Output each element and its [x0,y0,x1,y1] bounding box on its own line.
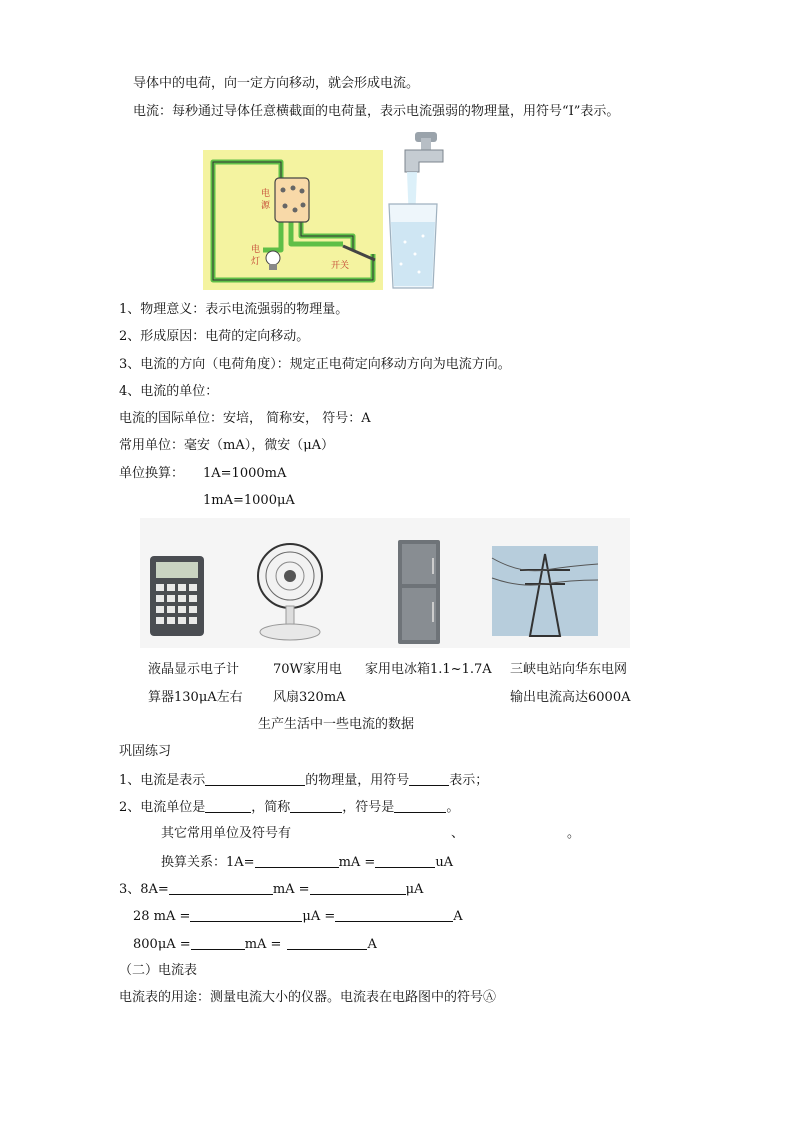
device-caption-1-line2: 算器130μA左右 [148,690,243,705]
question-2-other-units-label: 其它常用单位及符号有 [161,826,292,841]
question-3c: 800μA = mA = A [133,937,377,952]
device-caption-2-line1: 70W家用电 [273,662,342,677]
practice-title: 巩固练习 [119,744,172,759]
question-2: 2、电流单位是 ，简称 ，符号是 。 [119,800,460,815]
point-2: 2、形成原因：电荷的定向移动。 [119,329,310,344]
question-2-other-units-sep: 、 [451,826,465,841]
units-conv-label: 单位换算： [119,466,185,481]
units-conv-1: 1A=1000mA [203,466,287,481]
question-3b: 28 mA = μA = A [133,909,463,924]
device-caption-1-line1: 液晶显示电子计 [148,662,240,677]
ammeter-use: 电流表的用途：测量电流大小的仪器。电流表在电路图中的符号Ⓐ [119,990,497,1005]
label-lamp-1: 电 [251,245,261,255]
point-1: 1、物理意义：表示电流强弱的物理量。 [119,302,349,317]
point-4: 4、电流的单位： [119,384,219,399]
calculator-image [150,556,204,636]
q2-blank-1[interactable] [205,798,251,813]
ammeter-title: （二）电流表 [119,963,198,978]
q3b-blank-1[interactable] [190,907,302,922]
label-switch: 开关 [331,261,350,271]
question-2-conversion: 换算关系：1A= mA = uA [161,855,454,870]
q2-blank-2[interactable] [290,798,342,813]
devices-caption: 生产生活中一些电流的数据 [258,717,415,732]
q2-conv-blank-1[interactable] [255,853,339,868]
q3c-blank-2[interactable] [287,935,367,950]
circuit-illustration [203,150,383,290]
q3-blank-2[interactable] [310,880,406,895]
q3b-blank-2[interactable] [335,907,453,922]
fan-image [258,544,322,640]
intro-line-1: 导体中的电荷，向一定方向移动，就会形成电流。 [133,76,420,91]
label-source-2: 源 [261,201,271,211]
q3c-blank-1[interactable] [191,935,245,950]
fridge-image [398,540,440,644]
label-source-1: 电 [261,189,271,199]
power-tower-image [492,546,598,636]
device-caption-3-line1: 家用电冰箱1.1~1.7A [365,662,492,677]
point-3: 3、电流的方向（电荷角度）：规定正电荷定向移动方向为电流方向。 [119,357,511,372]
q1-blank-1[interactable] [205,771,305,786]
q1-blank-2[interactable] [409,771,449,786]
device-caption-4-line1: 三峡电站向华东电网 [510,662,628,677]
label-lamp-2: 灯 [251,257,261,267]
units-common: 常用单位：毫安（mA），微安（μA） [119,438,335,453]
faucet-glass-illustration [385,132,460,292]
q3-blank-1[interactable] [169,880,273,895]
question-1: 1、电流是表示 的物理量，用符号 表示； [119,773,489,788]
question-3: 3、8A= mA = μA [119,882,424,897]
question-2-other-units-end: 。 [567,826,581,841]
device-image-strip [140,518,630,648]
q2-blank-3[interactable] [394,798,446,813]
intro-line-2: 电流：每秒通过导体任意横截面的电荷量，表示电流强弱的物理量，用符号“I”表示。 [133,104,620,119]
units-conv-2: 1mA=1000μA [203,493,295,508]
device-caption-4-line2: 输出电流高达6000A [510,690,631,705]
device-caption-2-line2: 风扇320mA [273,690,346,705]
q2-conv-blank-2[interactable] [375,853,435,868]
units-si: 电流的国际单位：安培， 简称安， 符号：A [119,411,371,426]
